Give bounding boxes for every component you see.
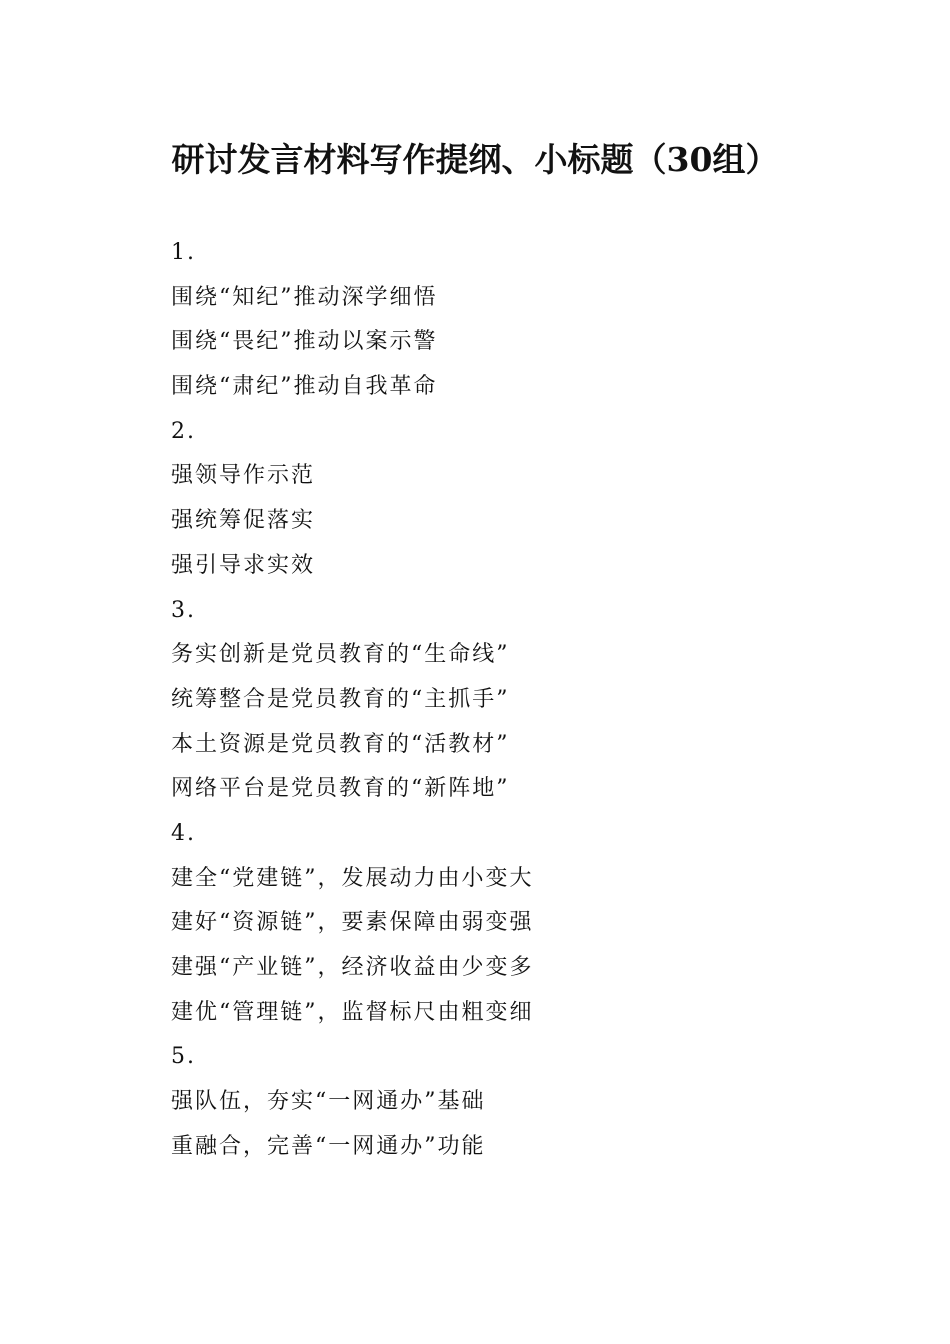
outline-line: 围绕“畏纪”推动以案示警 xyxy=(171,329,438,355)
section-number: 1. xyxy=(171,240,196,265)
document-title: 研讨发言材料写作提纲、小标题（30组） xyxy=(171,140,779,179)
outline-line: 统筹整合是党员教育的“主抓手” xyxy=(171,686,510,712)
outline-line: 重融合，完善“一网通办”功能 xyxy=(171,1133,486,1159)
outline-line: 围绕“知纪”推动深学细悟 xyxy=(171,284,438,310)
outline-body xyxy=(171,231,891,1169)
section-number: 3. xyxy=(171,597,196,623)
outline-line: 强引导求实效 xyxy=(171,552,316,578)
outline-line: 务实创新是党员教育的“生命线” xyxy=(171,642,510,668)
outline-line: 本土资源是党员教育的“活教材” xyxy=(171,731,510,757)
outline-line: 建好“资源链”，要素保障由弱变强 xyxy=(171,910,534,936)
section-number: 2. xyxy=(171,418,196,444)
outline-line: 强队伍，夯实“一网通办”基础 xyxy=(171,1089,486,1115)
outline-line: 建强“产业链”，经济收益由少变多 xyxy=(171,955,534,980)
outline-line: 强统筹促落实 xyxy=(171,508,316,534)
section-number: 4. xyxy=(171,820,196,846)
outline-line: 强领导作示范 xyxy=(171,463,316,489)
section-number: 5. xyxy=(171,1044,196,1070)
outline-line: 网络平台是党员教育的“新阵地” xyxy=(171,776,510,802)
outline-line: 围绕“肃纪”推动自我革命 xyxy=(171,374,438,400)
outline-line: 建优“管理链”，监督标尺由粗变细 xyxy=(171,999,534,1025)
outline-line: 建全“党建链”，发展动力由小变大 xyxy=(171,865,534,891)
